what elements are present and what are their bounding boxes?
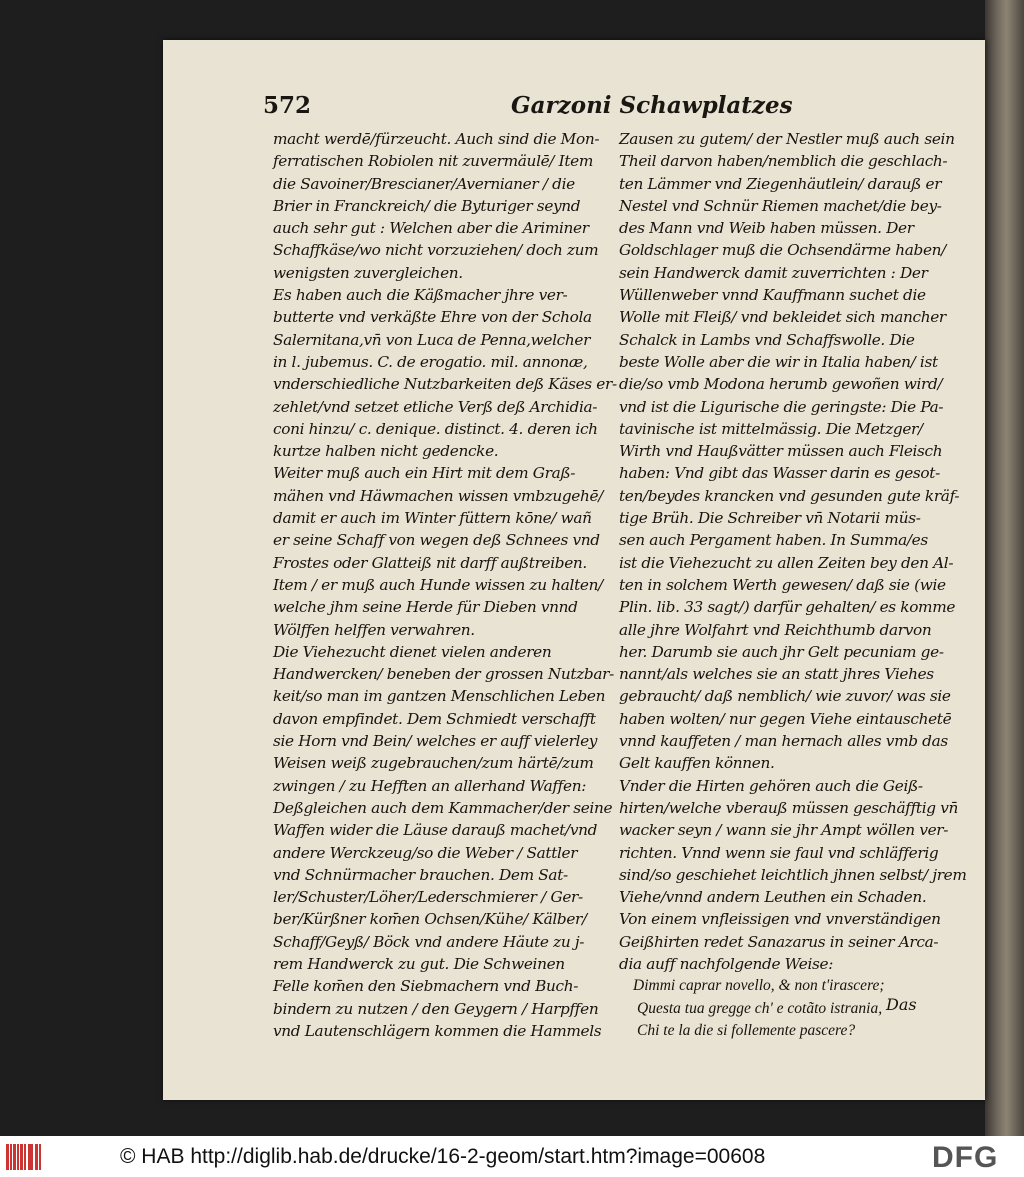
text-line: Wirth vnd Haußvätter müssen auch Fleisch (619, 442, 943, 461)
text-line: Wüllenweber vnnd Kauffmann suchet die (619, 286, 926, 305)
text-line: Goldschlager muß die Ochsendärme haben/ (619, 241, 946, 260)
text-line: ten Lämmer vnd Ziegenhäutlein/ darauß er (619, 174, 942, 193)
text-line: wacker seyn / wann sie jhr Ampt wöllen ver- (619, 821, 949, 840)
text-line: welche jhm seine Herde für Dieben vnnd (273, 598, 578, 617)
text-line: sen auch Pergament haben. In Summa/es (619, 531, 928, 550)
text-line: sind/so geschiehet leichtlich jhnen selbst/ jrem (619, 865, 967, 884)
text-line: kurtze halben nicht gedencke. (273, 442, 499, 461)
text-line: wenigsten zuvergleichen. (273, 263, 463, 282)
text-line: vnderschiedliche Nutzbarkeiten deß Käses er- (273, 375, 617, 394)
catchword: Das (886, 995, 917, 1014)
page-header (263, 92, 913, 122)
text-line: nannt/als welches sie an statt jhres Viehes (619, 665, 934, 684)
verse-line: Chi te la die si follemente pascere? (637, 1021, 856, 1039)
text-line: Gelt kauffen können. (619, 754, 775, 773)
text-line: Von einem vnfleissigen vnd vnverständigen (619, 910, 941, 929)
text-line: vnd ist die Ligurische die geringste: Die Pa- (619, 397, 944, 416)
text-line: sie Horn vnd Bein/ welches er auff vielerley (273, 732, 598, 751)
text-line: vnnd kauffeten / man hernach alles vmb das (619, 732, 948, 751)
text-line: haben: Vnd gibt das Wasser darin es gesot- (619, 464, 940, 483)
text-line: alle jhre Wolfahrt vnd Reichthumb darvon (619, 620, 932, 639)
text-line: auch sehr gut : Welchen aber die Ariminer (273, 219, 589, 238)
viewer-footer (0, 1136, 1024, 1177)
text-line: zehlet/vnd setzet etliche Verß deß Archidia- (273, 397, 598, 416)
text-line: des Mann vnd Weib haben müssen. Der (619, 219, 914, 238)
source-link[interactable]: © HAB http://diglib.hab.de/drucke/16-2-geom/start.htm?image=00608 (120, 1145, 766, 1168)
text-line: Deßgleichen auch dem Kammacher/der seine (273, 798, 613, 817)
text-line: Wolle mit Fleiß/ vnd bekleidet sich mancher (619, 308, 946, 327)
text-line: andere Werckzeug/so die Weber / Sattler (273, 843, 578, 862)
text-line: ler/Schuster/Löher/Lederschmierer / Ger- (273, 888, 583, 907)
text-line: Es haben auch die Käßmacher jhre ver- (273, 286, 568, 305)
text-line: Schaffkäse/wo nicht vorzuziehen/ doch zum (273, 241, 599, 260)
text-line: Item / er muß auch Hunde wissen zu halten/ (273, 575, 603, 594)
text-line: Plin. lib. 33 sagt/) darfür gehalten/ es komme (619, 598, 956, 617)
text-line: gebraucht/ daß nemblich/ wie zuvor/ was sie (619, 687, 951, 706)
text-line: Schalck in Lambs vnd Schaffswolle. Die (619, 330, 915, 349)
text-line: ist die Viehezucht zu allen Zeiten bey den Al- (619, 553, 954, 572)
text-line: macht werdē/fürzeucht. Auch sind die Mon- (273, 130, 600, 148)
text-line: Salernitana,vn̄ von Luca de Penna,welcher (273, 330, 591, 349)
text-line: mähen vnd Häwmachen wissen vmbzugehē/ (273, 486, 604, 505)
page-number: 572 (263, 92, 312, 119)
text-line: sein Handwerck damit zuverrichten : Der (619, 263, 928, 282)
text-line: dia auff nachfolgende Weise: (619, 954, 834, 973)
right-column (619, 128, 967, 1042)
text-line: bindern zu nutzen / den Geygern / Harpffen (273, 999, 599, 1018)
verse-line: Dimmi caprar novello, & non t'irascere; (633, 977, 885, 995)
text-line: damit er auch im Winter füttern kōne/ wañ (273, 509, 592, 528)
text-line: in l. jubemus. C. de erogatio. mil. annonæ, (273, 352, 588, 371)
text-line: die Savoiner/Brescianer/Avernianer / die (273, 174, 575, 193)
text-line: vnd Lautenschlägern kommen die Hammels (273, 1021, 602, 1040)
text-line: ten/beydes krancken vnd gesunden gute kräf- (619, 486, 960, 505)
text-line: Felle kom̄en den Siebmachern vnd Buch- (273, 977, 579, 996)
text-line: vnd Schnürmacher brauchen. Dem Sat- (273, 865, 568, 884)
text-line: Brier in Franckreich/ die Byturiger seynd (273, 196, 581, 215)
text-line: hirten/welche vberauß müssen geschäfftig vn̄ (619, 798, 959, 817)
book-spine (985, 0, 1024, 1136)
text-line: Geißhirten redet Sanazarus in seiner Arca- (619, 932, 939, 951)
text-line: her. Darumb sie auch jhr Gelt pecuniam ge- (619, 642, 944, 661)
text-line: Schaff/Geyß/ Böck vnd andere Häute zu j- (273, 932, 585, 951)
verse-line: Questa tua gregge ch' e cotãto istrania, (637, 999, 883, 1017)
text-line: tavinische ist mittelmässig. Die Metzger/ (619, 419, 923, 438)
text-line: Viehe/vnnd andern Leuthen ein Schaden. (619, 888, 927, 907)
text-line: beste Wolle aber die wir in Italia haben/ ist (619, 352, 938, 371)
text-line: tige Brüh. Die Schreiber vn̄ Notarii müs- (619, 509, 921, 528)
text-line: Handwercken/ beneben der grossen Nutzbar- (273, 665, 614, 684)
text-line: Die Viehezucht dienet vielen anderen (273, 642, 552, 661)
text-line: Vnder die Hirten gehören auch die Geiß- (619, 776, 923, 795)
hab-logo-icon (6, 1144, 46, 1170)
dfg-logo: DFG (932, 1141, 999, 1174)
text-line: Wölffen helffen verwahren. (273, 620, 475, 639)
text-line: rem Handwerck zu gut. Die Schweinen (273, 954, 565, 973)
text-line: davon empfindet. Dem Schmiedt verschafft (273, 709, 596, 728)
book-page (163, 40, 985, 1100)
text-line: er seine Schaff von wegen deß Schnees vnd (273, 531, 600, 550)
text-line: ber/Kürßner kom̄en Ochsen/Kühe/ Kälber/ (273, 910, 587, 929)
text-line: Frostes oder Glatteiß nit darff außtreiben. (273, 553, 587, 572)
text-line: haben wolten/ nur gegen Viehe eintauschetē (619, 709, 952, 728)
text-line: coni hinzu/ c. denique. distinct. 4. deren ich (273, 419, 598, 438)
text-line: keit/so man im gantzen Menschlichen Leben (273, 687, 606, 706)
running-title: Garzoni Schawplatzes (511, 92, 793, 119)
text-line: die/so vmb Modona herumb gewoñen wird/ (619, 375, 943, 394)
text-line: Weisen weiß zugebrauchen/zum härtē/zum (273, 754, 594, 773)
text-line: Nestel vnd Schnür Riemen machet/die bey- (619, 196, 942, 215)
text-line: Waffen wider die Läuse darauß machet/vnd (273, 821, 598, 840)
text-line: Theil darvon haben/nemblich die geschlach- (619, 152, 948, 171)
text-line: Weiter muß auch ein Hirt mit dem Graß- (273, 464, 576, 483)
text-line: zwingen / zu Hefften an allerhand Waffen: (273, 776, 587, 795)
text-line: butterte vnd verkäßte Ehre von der Schola (273, 308, 592, 327)
text-line: ferratischen Robiolen nit zuvermäulē/ Item (273, 152, 593, 171)
left-column (273, 128, 617, 1042)
text-line: ten in solchem Werth gewesen/ daß sie (wie (619, 575, 946, 594)
text-line: Zausen zu gutem/ der Nestler muß auch sein (619, 130, 955, 148)
text-line: richten. Vnnd wenn sie faul vnd schläfferig (619, 843, 939, 862)
